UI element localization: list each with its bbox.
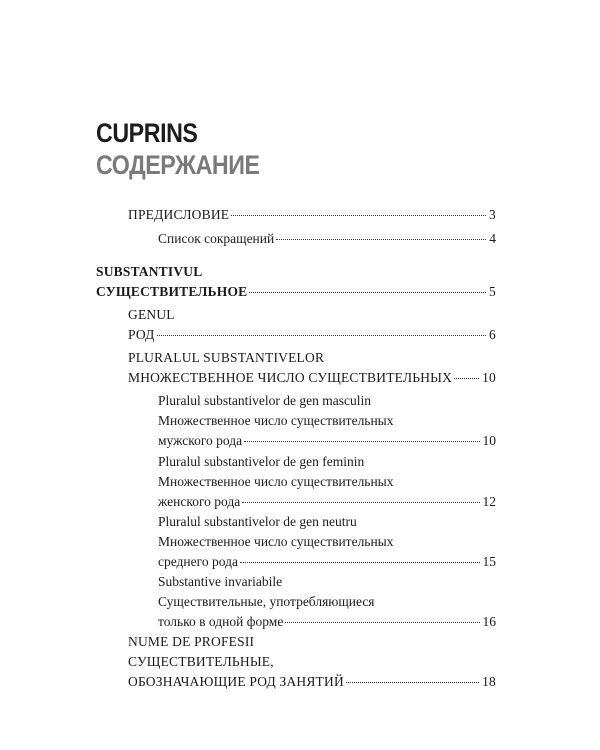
toc-entry-professions[interactable] [128,632,496,692]
page-number: 16 [482,614,496,629]
toc-entry-line: Множественное число существительных [158,534,394,549]
toc-entry-gender[interactable] [128,305,496,345]
toc-entry-title: женского рода [158,494,241,509]
toc-entry-line: SUBSTANTIVUL [96,264,203,279]
toc-entry-line: Существительные, употребляющиеся [158,594,375,609]
toc-entry-title: МНОЖЕСТВЕННОЕ ЧИСЛО СУЩЕСТВИТЕЛЬНЫХ [128,370,453,385]
toc-entry-line: PLURALUL SUBSTANTIVELOR [128,350,325,365]
toc-entry-plural-masculine[interactable] [158,391,496,451]
toc-entry-line: Множественное число существительных [158,413,394,428]
dot-leader [285,622,479,623]
toc-entry-title: мужского рода [158,433,243,448]
dot-leader [231,215,486,216]
dot-leader [454,378,479,379]
dot-leader [276,239,486,240]
toc-entry-line: Множественное число существительных [158,474,394,489]
page-number: 4 [489,231,496,246]
page-number: 3 [489,207,496,222]
page-number: 6 [489,327,496,342]
toc-entry-plural-feminine[interactable] [158,452,496,512]
dot-leader [242,502,479,503]
dot-leader [157,335,486,336]
page-subtitle: СОДЕРЖАНИЕ [96,150,260,180]
toc-entry-title: СУЩЕСТВИТЕЛЬНОЕ [96,284,248,299]
toc-entry-line: NUME DE PROFESII [128,634,255,649]
page-number: 10 [482,433,496,448]
dot-leader [249,292,486,293]
dot-leader [346,682,479,683]
toc-entry-plural[interactable] [128,348,496,388]
toc-entry-title: только в одной форме [158,614,284,629]
toc-entry-line: Pluralul substantivelor de gen feminin [158,454,365,469]
page-number: 10 [482,370,496,385]
page-number: 15 [482,554,496,569]
toc-entry-title: Список сокращений [158,231,275,246]
toc-entry-title: ПРЕДИСЛОВИЕ [128,207,230,222]
dot-leader [240,562,480,563]
page-number: 12 [482,494,496,509]
toc-entry-title: ОБОЗНАЧАЮЩИЕ РОД ЗАНЯТИЙ [128,674,344,689]
toc-entry-invariable[interactable] [158,572,496,632]
toc-entry-line: Pluralul substantivelor de gen masculin [158,393,371,408]
toc-entry-plural-neuter[interactable] [158,512,496,572]
toc-entry-line: Substantive invariabile [158,574,283,589]
toc-entry-abbreviations[interactable] [158,229,496,249]
toc-entry-title: среднего рода [158,554,238,569]
page-number: 5 [489,284,496,299]
toc-entry-line: GENUL [128,307,175,322]
dot-leader [244,441,479,442]
toc-entry-noun[interactable] [96,262,496,302]
toc-entry-title: РОД [128,327,155,342]
toc-entry-line: СУЩЕСТВИТЕЛЬНЫЕ, [128,654,274,669]
toc-entry-line: Pluralul substantivelor de gen neutru [158,514,357,529]
toc-entry-foreword[interactable] [128,205,496,225]
page-number: 18 [482,674,496,689]
page-title: CUPRINS [96,118,198,148]
